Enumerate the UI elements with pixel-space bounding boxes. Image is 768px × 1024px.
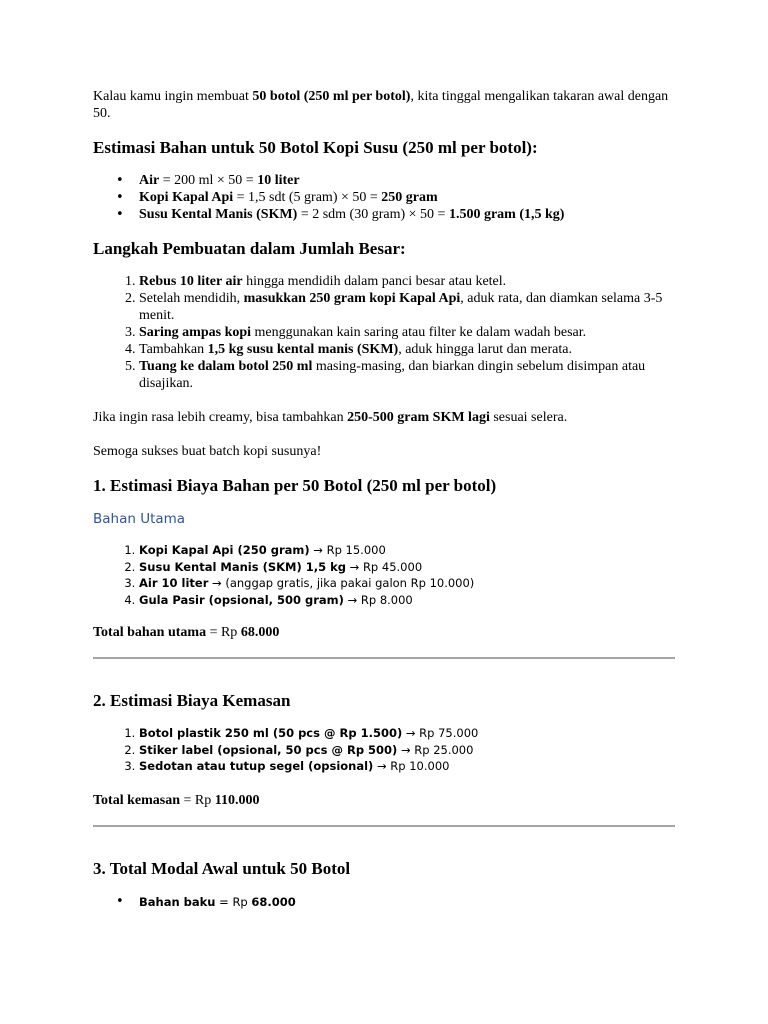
section2-total: Total kemasan = Rp 110.000 bbox=[93, 792, 260, 808]
list-item: 3. Air 10 liter → (anggap gratis, jika pakai galon Rp 10.000) bbox=[139, 575, 683, 592]
list-item: 2. Stiker label (opsional, 50 pcs @ Rp 500) → Rp 25.000 bbox=[139, 742, 683, 759]
section1-heading: 1. Estimasi Biaya Bahan per 50 Botol (250 ml per botol) bbox=[93, 476, 497, 495]
section3-heading: 3. Total Modal Awal untuk 50 Botol bbox=[93, 858, 351, 878]
list-item: 1. Kopi Kapal Api (250 gram) → Rp 15.000 bbox=[139, 542, 683, 559]
list-item: 3. Saring ampas kopi menggunakan kain saring atau filter ke dalam wadah besar. bbox=[139, 324, 683, 341]
list-item: 1. Botol plastik 250 ml (50 pcs @ Rp 1.500) → Rp 75.000 bbox=[139, 725, 683, 742]
list-item: • Air = 200 ml × 50 = 10 liter bbox=[139, 172, 683, 189]
creamy-paragraph: Jika ingin rasa lebih creamy, bisa tambahkan 250-500 gram SKM lagi sesuai selera. bbox=[93, 410, 568, 425]
list-item: 4. Gula Pasir (opsional, 500 gram) → Rp 8.000 bbox=[139, 592, 683, 609]
estimasi-heading: Estimasi Bahan untuk 50 Botol Kopi Susu (250 ml per botol): bbox=[93, 138, 538, 157]
list-item: 2. Setelah mendidih, masukkan 250 gram kopi Kapal Api, aduk rata, dan diamkan selama 3-5 menit. bbox=[139, 290, 683, 324]
section1-total: Total bahan utama = Rp 68.000 bbox=[93, 625, 280, 640]
list-item: 5. Tuang ke dalam botol 250 ml masing-masing, dan biarkan dingin sebelum disimpan atau disajikan. bbox=[139, 358, 683, 392]
langkah-heading: Langkah Pembuatan dalam Jumlah Besar: bbox=[93, 239, 406, 258]
list-item: 4. Tambahkan 1,5 kg susu kental manis (SKM), aduk hingga larut dan merata. bbox=[139, 341, 683, 358]
list-item: • Bahan baku = Rp 68.000 bbox=[139, 894, 683, 911]
section1-list bbox=[93, 542, 683, 608]
intro-paragraph: Kalau kamu ingin membuat 50 botol (250 ml per botol), kita tinggal mengalikan takaran awal dengan 50. bbox=[93, 89, 669, 121]
list-item: • Kopi Kapal Api = 1,5 sdt (5 gram) × 50 = 250 gram bbox=[139, 189, 683, 206]
closing-paragraph: Semoga sukses buat batch kopi susunya! bbox=[93, 444, 322, 459]
list-item: 1. Rebus 10 liter air hingga mendidih dalam panci besar atau ketel. bbox=[139, 273, 683, 290]
divider bbox=[93, 657, 675, 659]
document-content bbox=[93, 87, 683, 910]
list-item: • Susu Kental Manis (SKM) = 2 sdm (30 gram) × 50 = 1.500 gram (1,5 kg) bbox=[139, 206, 683, 223]
divider bbox=[93, 825, 675, 827]
list-item: 3. Sedotan atau tutup segel (opsional) → Rp 10.000 bbox=[139, 758, 683, 775]
section3-list bbox=[93, 894, 683, 911]
langkah-list bbox=[93, 273, 683, 392]
estimasi-list bbox=[93, 172, 683, 223]
section2-list bbox=[93, 725, 683, 775]
section2-heading: 2. Estimasi Biaya Kemasan bbox=[93, 691, 291, 710]
section1-subheading: Bahan Utama bbox=[93, 511, 186, 527]
list-item: 2. Susu Kental Manis (SKM) 1,5 kg → Rp 45.000 bbox=[139, 559, 683, 576]
